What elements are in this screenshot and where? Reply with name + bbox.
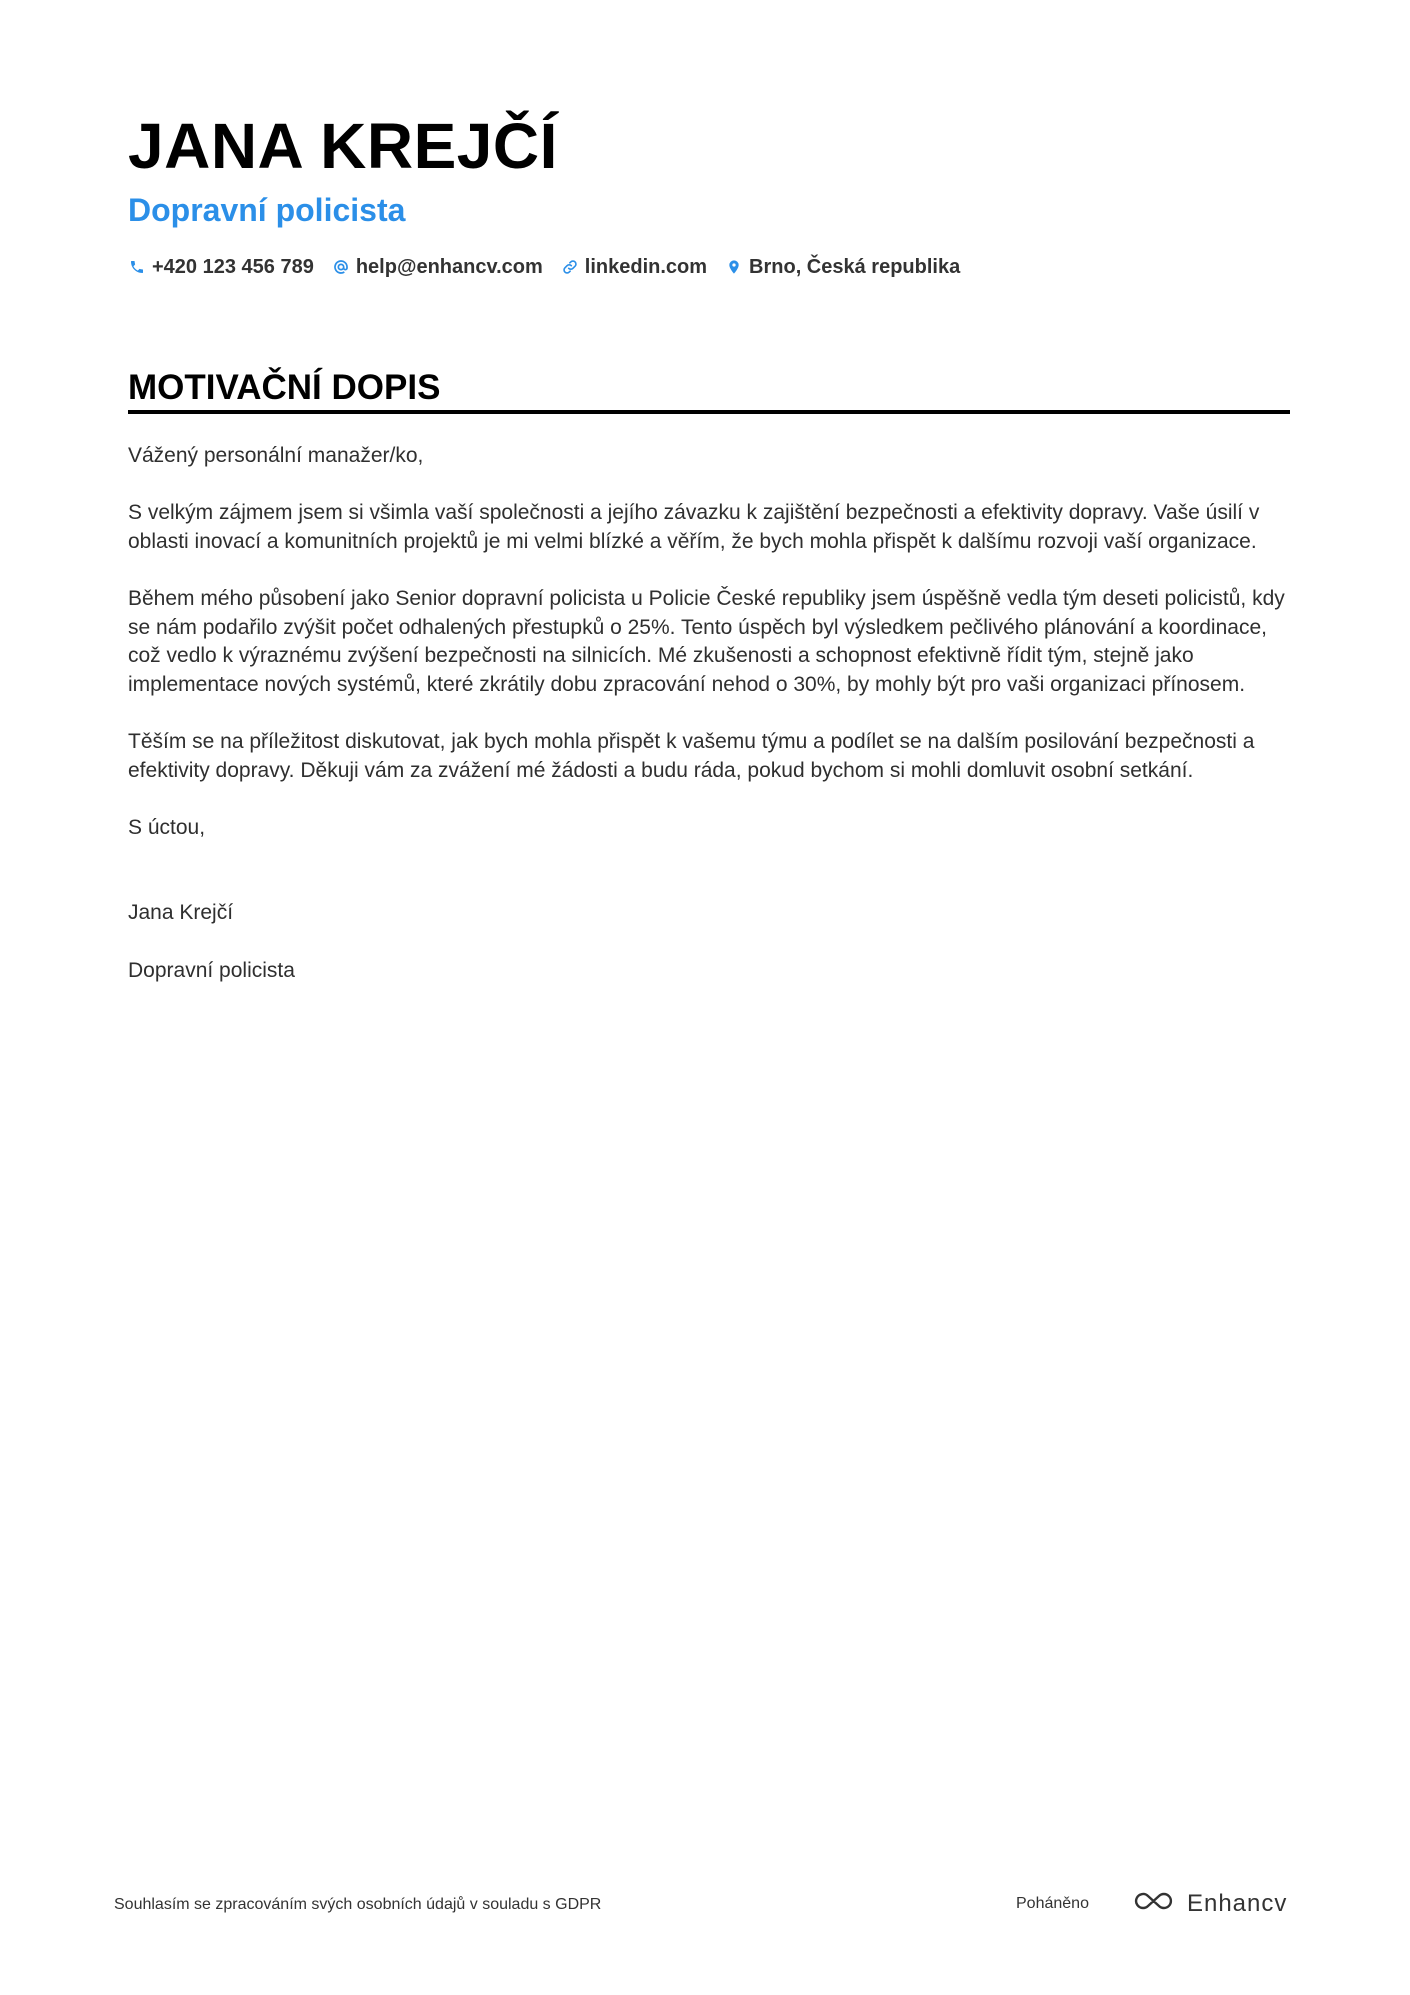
enhancv-wordmark: Enhancv [1186, 1889, 1288, 1917]
letter-body [128, 442, 1290, 1014]
contact-linkedin-text: linkedin.com [584, 256, 708, 278]
job-title: Dopravní policista [128, 192, 406, 228]
contact-phone[interactable] [128, 253, 314, 281]
powered-by-label: Poháněno [1016, 1894, 1089, 1912]
enhancv-logo-icon [1131, 1888, 1177, 1919]
contact-email-text: help@enhancv.com [355, 256, 543, 278]
signature-title: Dopravní policista [128, 958, 295, 982]
phone-icon [128, 258, 146, 276]
enhancv-brand[interactable] [1131, 1888, 1287, 1919]
contact-linkedin[interactable] [561, 253, 707, 281]
at-icon [332, 258, 350, 276]
location-pin-icon [725, 258, 743, 276]
signature-name: Jana Krejčí [128, 901, 234, 925]
letter-paragraph: S velkým zájmem jsem si všimla vaší společnosti a jejího závazku k zajištění bezpečnosti a efektivity dopravy. Vaše úsilí v oblasti inovací a komunitních projektů je mi velmi blízké a věřím, že bych mohla přispět k dalšímu rozvoji vaší organizace. [128, 501, 1260, 553]
letter-paragraph: Těším se na příležitost diskutovat, jak bych mohla přispět k vašemu týmu a podílet se na dalším posilování bezpečnosti a efektivity dopravy. Děkuji vám za zvážení mé žádosti a budu ráda, pokud bychom si mohli domluvit osobní setkání. [128, 729, 1255, 782]
section-divider [128, 410, 1290, 414]
contact-phone-text: +420 123 456 789 [152, 256, 314, 278]
contact-email[interactable] [332, 253, 543, 281]
contact-location [725, 253, 960, 281]
letter-closing: S úctou, [128, 815, 206, 839]
gdpr-consent: Souhlasím se zpracováním svých osobních údajů v souladu s GDPR [114, 1896, 602, 1913]
applicant-name: JANA KREJČÍ [128, 110, 558, 182]
powered-by [1016, 1888, 1287, 1919]
link-icon [561, 258, 579, 276]
section-title: MOTIVAČNÍ DOPIS [128, 368, 441, 407]
letter-salutation: Vážený personální manažer/ko, [128, 444, 424, 467]
letter-paragraph: Během mého působení jako Senior dopravní policista u Policie České republiky jsem úspěšně vedla tým deseti policistů, kdy se nám podařilo zvýšit počet odhalených přestupků o 25%. Tento úspěch byl výsledkem pečlivého plánování a koordinace, což vedlo k výraznému zvýšení bezpečnosti na silnicích. Mé zkušenosti a schopnost efektivně řídit tým, stejně jako implementace nových systémů, které zkrátily dobu zpracování nehod o 30%, by mohly být pro vaši organizaci přínosem. [128, 586, 1285, 696]
contact-location-text: Brno, Česká republika [749, 256, 961, 278]
contact-bar [128, 253, 960, 281]
